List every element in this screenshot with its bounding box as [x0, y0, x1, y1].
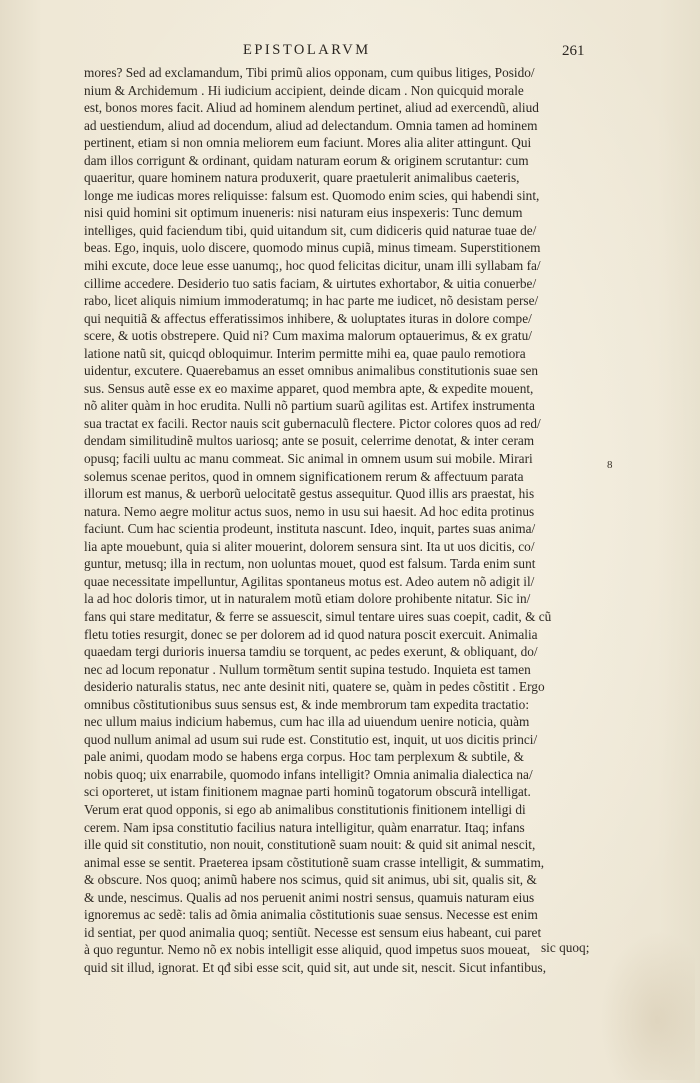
text-line: sua tractat ex facili. Rector nauis scit gubernaculũ flectere. Pictor colores quos ad red/ [84, 415, 541, 431]
text-line: pertinent, etiam si non omnia meliorem eum faciunt. Mores alia aliter attingunt. Qui [84, 135, 532, 151]
text-line: mores? Sed ad exclamandum, Tibi primũ alios opponam, cum quibus litiges, Posido/ [84, 65, 535, 80]
text-line: id sentiat, per quod animalia quoq; sentiũt. Necesse est sensum eius habeant, cui paret [84, 924, 542, 940]
text-line: faciunt. Cum hac scientia prodeunt, instituta nascunt. Ideo, inquit, partes suas anima/ [84, 521, 536, 537]
paper-stain [600, 930, 695, 1080]
text-line: sus. Sensus autẽ esse ex eo maxime apparet, quod membra apte, & expedite mouent, [84, 380, 534, 396]
text-line: solemus scenae peritos, quod in omnem significationem rerum & affectuum parata [84, 468, 524, 484]
text-line: omnibus cõstitutionibus suus sensus est, & inde membrorum tam expedita tractatio: [84, 696, 530, 712]
text-line: nisi quid homini sit optimum inueneris: nisi naturam eius inspexeris: Tunc demum [84, 205, 523, 221]
text-line: fans qui stare meditatur, & ferre se assuescit, simul tentare uires suas coepit, cadit, & cũ [84, 608, 552, 624]
folio-number: 261 [562, 43, 585, 59]
text-line: cerem. Nam ipsa constitutio facilius natura intelligitur, quàm enarratur. Itaq; infans [84, 819, 525, 835]
text-line: scere, & uotis obstrepere. Quid ni? Cum maxima malorum optauerimus, & ex gratu/ [84, 328, 532, 344]
text-line: intelliges, quid faciendum tibi, quid uitandum sit, cum didiceris quid naturae tuae de/ [84, 222, 537, 238]
text-line: dam illos corrigunt & ordinant, quidam naturam eorum & originem scrutantur: cum [84, 152, 529, 168]
text-line: & obscure. Nos quoq; animũ habere nos scimus, quid sit animus, ubi sit, qualis sit, & [84, 872, 537, 888]
text-line: mihi excute, doce leue esse uanumq;, hoc quod felicitas dicitur, unam illi syllabam fa/ [84, 258, 541, 274]
text-line: qui nequitiã & affectus efferatissimos inhibere, & uoluptates ituras in dolore compe/ [84, 310, 532, 326]
text-line: ignoremus ac sedẽ: talis ad õmia animalia cõstitutionis suae sensus. Necesse est enim [84, 907, 538, 923]
text-line: ille quid sit constitutio, non nouit, constitutionẽ suam nouit: & quid sit animal nescit, [84, 837, 536, 853]
text-line: guntur, metusq; illa in rectum, non uoluntas mouet, quod est falsum. Tarda enim sunt [84, 556, 536, 572]
text-line: pale animi, quodam modo se habens erga corpus. Hoc tam perplexum & subtile, & [84, 749, 524, 765]
text-line: nium & Archidemum . Hi iudicium accipient, deinde dicam . Non quicquid morale [84, 82, 524, 98]
text-line: la ad hoc doloris timor, ut in naturalem motũ etiam dolore prohibente nitatur. Sic in/ [84, 591, 531, 607]
text-line: uidentur, excutere. Quaerebamus an esset omnibus animalibus constitutionis suae sen [84, 363, 539, 379]
text-line: quaeritur, quare hominem natura produxerit, quare praetulerit animalibus caeteris, [84, 170, 520, 186]
text-line: longe me iudicas mores reliquisse: falsum est. Quomodo enim scies, qui habendi sint, [84, 187, 540, 203]
text-line: opusq; facili uultu ac manu commeat. Sic animal in omnem usum sui mobile. Mirari [84, 451, 533, 467]
text-line: animal esse se sentit. Praeterea ipsam cõstitutionẽ suam crasse intelligit, & summatim, [84, 854, 545, 870]
text-line: quod nullum animal ad usum sui rude est. Constitutio est, inquit, ut uos dicitis princi/ [84, 731, 538, 747]
text-line: quae necessitate impelluntur, Agilitas spontaneus motus est. Adeo autem nõ adigit il/ [84, 573, 535, 589]
text-line: desiderio naturalis status, nec ante desinit niti, quatere se, quàm in pedes cõstitit . Ergo [84, 679, 545, 695]
text-line: quid sit illud, ignorat. Et qđ sibi esse scit, quid sit, aut unde sit, nescit. Sicut infantibus, [84, 959, 547, 975]
text-line: quaedam tergi durioris inuersa tamdiu se torquent, ac pedes exerunt, & obliquant, do/ [84, 644, 538, 660]
text-line: latione natũ sit, quicqd obloquimur. Interim permitte mihi ea, quae paulo remotiora [84, 345, 526, 361]
text-line: natura. Nemo aegre molitur actus suos, nemo in usu sui haesit. Ad hoc edita protinus [84, 503, 535, 519]
text-line: nec ullum maius indicium habemus, cum hac illa ad uiuendum uenire noticia, quàm [84, 714, 530, 730]
text-line: à quo reguntur. Nemo nõ ex nobis intelligit esse aliquid, quod impetus suos moueat, [84, 942, 531, 958]
text-line: ad uestiendum, aliud ad docendum, aliud ad delectandum. Omnia tamen ad hominem [84, 117, 538, 133]
text-line: beas. Ego, inquis, uolo discere, quomodo minus cupiã, minus timeam. Superstitionem [84, 240, 541, 256]
margin-mark: 8 [607, 459, 613, 471]
catchword: sic quoq; [541, 940, 590, 955]
text-line: est, bonos mores facit. Aliud ad hominem alendum pertinet, aliud ad exercendũ, aliud [84, 100, 539, 116]
text-line: nobis quoq; uix enarrabile, quomodo infans intelligit? Omnia animalia dialectica na/ [84, 766, 533, 782]
text-line: cillime accedere. Desiderio tuo satis faciam, & uirtutes exhortabor, & uitia conuerbe/ [84, 275, 537, 291]
text-line: nõ aliter quàm in hoc erudita. Nulli nõ partium suarũ agilitas est. Artifex instrumenta [84, 398, 535, 414]
text-line: illorum est manus, & uerborũ uelocitatẽ gestus assequitur. Quod illis ars praestat, his [84, 486, 535, 502]
running-head: EPISTOLARVM [243, 42, 371, 58]
text-line: lia apte mouebunt, quia si aliter mouerint, dolorem sensura sint. Ita ut uos dicitis, co/ [84, 538, 535, 554]
text-line: nec ad locum reponatur . Nullum tormẽtum sentit supina testudo. Inquieta est tamen [84, 661, 531, 677]
text-line: sci oporteret, ut istam finitionem magnae parti hominũ togatorum obscurã intelligat. [84, 784, 531, 800]
text-line: fletu toties resurgit, donec se per dolorem ad id quod natura poscit exercuit. Animalia [84, 626, 538, 642]
text-line: & unde, nescimus. Qualis ad nos peruenit animi nostri sensus, quamuis naturam eius [84, 889, 535, 905]
text-line: Verum erat quod opponis, si ego ab animalibus constitutionis finitionem intelligi di [84, 801, 526, 817]
text-line: rabo, licet aliquis nimium immoderatumq; in hac parte me iudicet, nõ desistam perse/ [84, 293, 539, 309]
text-block [84, 64, 596, 976]
text-line: dendam similitudinẽ multos uariosq; ante se posuit, celerrime denotat, & inter ceram [84, 433, 535, 449]
